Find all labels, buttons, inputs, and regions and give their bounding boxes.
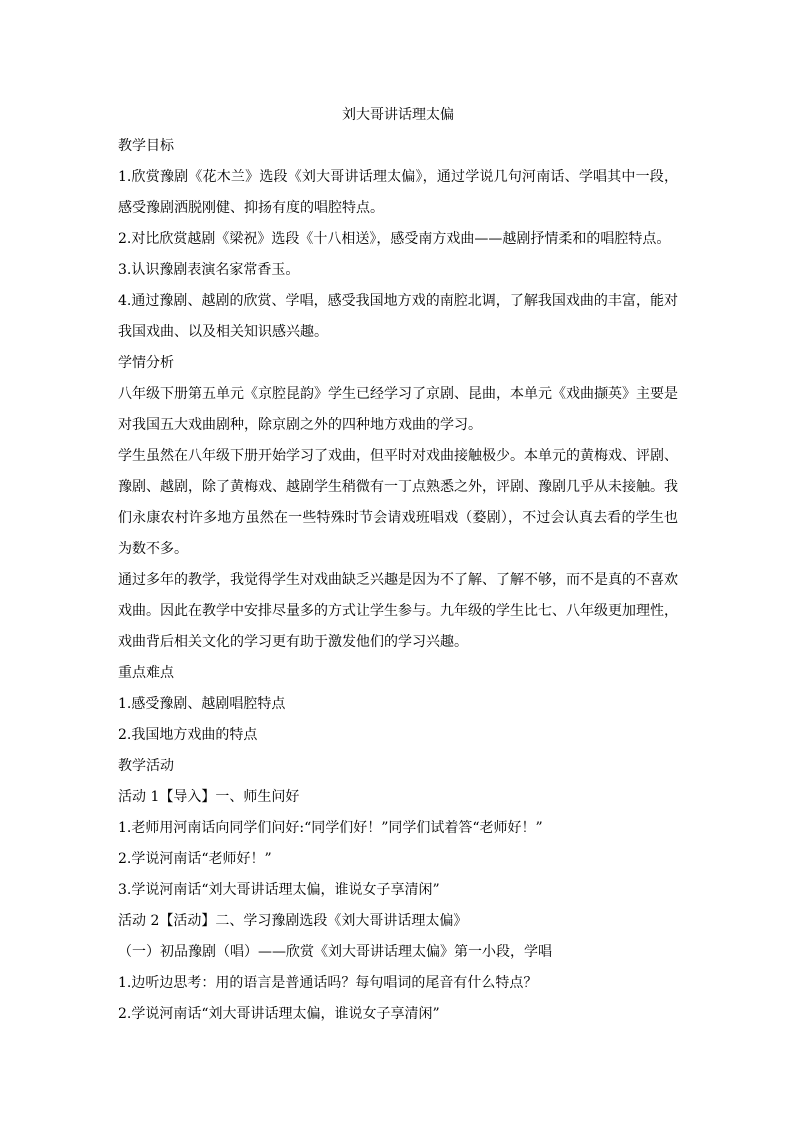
- section-heading-key-points: 重点难点: [118, 665, 174, 681]
- teaching-goal-2: 2.对比欣赏越剧《梁祝》选段《十八相送》，感受南方戏曲——越剧抒情柔和的唱腔特点。: [118, 231, 671, 247]
- teaching-goal-3: 3.认识豫剧表演名家常香玉。: [118, 262, 300, 278]
- activity-2-step-1: 1.边听边思考：用的语言是普通话吗？每句唱词的尾音有什么特点？: [118, 975, 538, 991]
- key-point-1: 1.感受豫剧、越剧唱腔特点: [118, 696, 286, 712]
- student-analysis-paragraph-3: 通过多年的教学，我觉得学生对戏曲缺乏兴趣是因为不了解、了解不够，而不是真的不喜欢戏曲。因此在教学中安排尽量多的方式让学生参与。九年级的学生比七、八年级更加理性，戏曲背后相关文化的学习更有助于激发他们的学习兴趣。: [118, 572, 678, 650]
- teaching-goal-4: 4.通过豫剧、越剧的欣赏、学唱，感受我国地方戏的南腔北调，了解我国戏曲的丰富，能对我国戏曲、以及相关知识感兴趣。: [118, 293, 678, 340]
- activity-1-title: 活动 1【导入】一、师生问好: [118, 789, 300, 805]
- activity-2-title: 活动 2【活动】二、学习豫剧选段《刘大哥讲话理太偏》: [118, 913, 468, 929]
- teaching-goal-1: 1.欣赏豫剧《花木兰》选段《刘大哥讲话理太偏》，通过学说几句河南话、学唱其中一段，感受豫剧洒脱刚健、抑扬有度的唱腔特点。: [118, 169, 678, 216]
- activity-2-subtitle: （一）初品豫剧（唱）——欣赏《刘大哥讲话理太偏》第一小段，学唱: [118, 944, 552, 960]
- student-analysis-paragraph-2: 学生虽然在八年级下册开始学习了戏曲，但平时对戏曲接触极少。本单元的黄梅戏、评剧、豫剧、越剧，除了黄梅戏、越剧学生稍微有一丁点熟悉之外，评剧、豫剧几乎从未接触。我们永康农村许多地方虽然在一些特殊时节会请戏班唱戏（婺剧），不过会认真去看的学生也为数不多。: [118, 448, 678, 557]
- activity-1-step-3: 3.学说河南话“刘大哥讲话理太偏，谁说女子享清闲”: [118, 882, 440, 898]
- document-title: 刘大哥讲话理太偏: [342, 107, 454, 123]
- document-body: [118, 100, 678, 1030]
- section-heading-student-analysis: 学情分析: [118, 355, 174, 371]
- section-heading-teaching-activities: 教学活动: [118, 758, 174, 774]
- activity-1-step-1: 1.老师用河南话向同学们问好:“同学们好！”同学们试着答“老师好！”: [118, 820, 543, 836]
- section-heading-teaching-goals: 教学目标: [118, 138, 174, 154]
- activity-2-step-2: 2.学说河南话“刘大哥讲话理太偏，谁说女子享清闲”: [118, 1006, 440, 1022]
- student-analysis-paragraph-1: 八年级下册第五单元《京腔昆韵》学生已经学习了京剧、昆曲，本单元《戏曲撷英》主要是对我国五大戏曲剧种，除京剧之外的四种地方戏曲的学习。: [118, 386, 678, 433]
- key-point-2: 2.我国地方戏曲的特点: [118, 727, 258, 743]
- activity-1-step-2: 2.学说河南话“老师好！”: [118, 851, 272, 867]
